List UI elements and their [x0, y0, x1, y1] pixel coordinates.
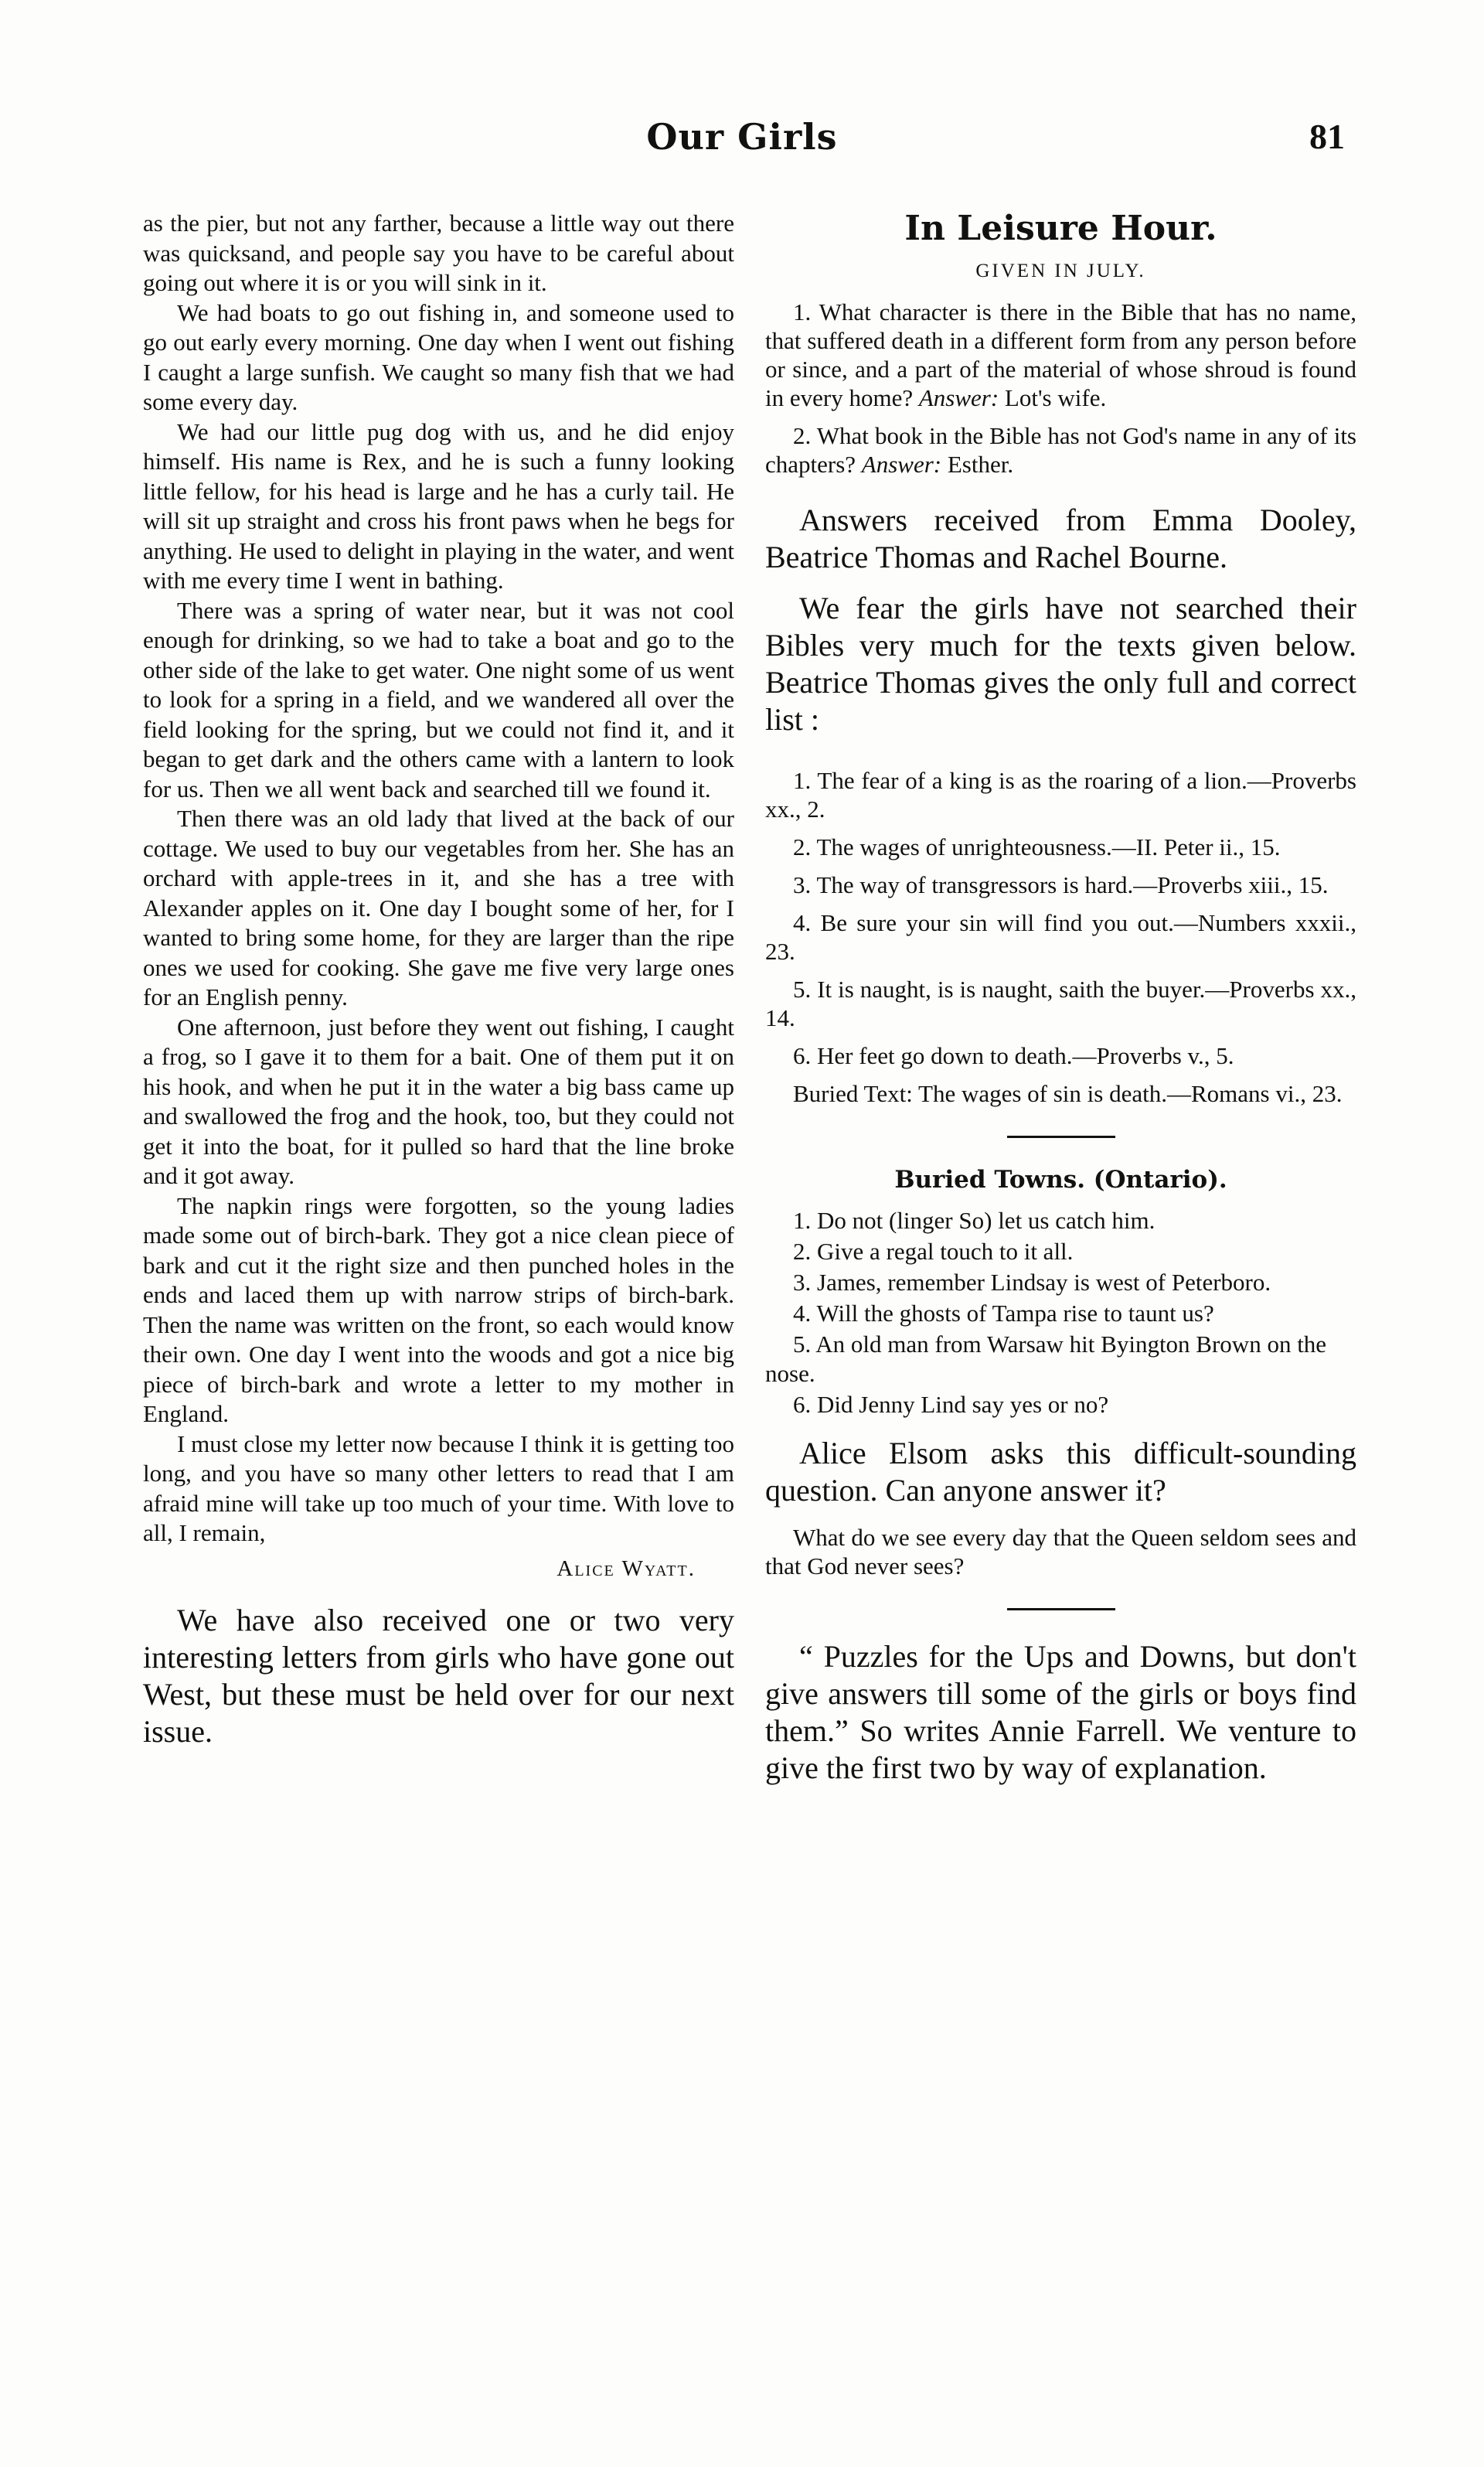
text-item: 6. Her feet go down to death.—Proverbs v., 5.: [793, 1042, 1234, 1069]
puzzles-note: “ Puzzles for the Ups and Downs, but don't give answers till some of the girls or boys find them.” So writes Annie Farrell. We venture to give the first two by way of explanation.: [765, 1639, 1356, 1785]
text-item: 2. The wages of unrighteousness.—II. Peter ii., 15.: [793, 833, 1281, 860]
buried-town-item: 1. Do not (linger So) let us catch him.: [793, 1207, 1156, 1234]
section-subtitle: GIVEN IN JULY.: [975, 261, 1146, 281]
letter-paragraph: The napkin rings were forgotten, so the young ladies made some out of birch-bark. They got a nice clean piece of bark and cut it the right size and then punched holes in the ends and laced them up with narrow strips of birch-bark. Then the name was written on the front, so each would know their own. One day I went into the woods and got a nice big piece of birch-bark and wrote a letter to my mother in England.: [143, 1191, 734, 1427]
section-divider: [1007, 1608, 1115, 1610]
question-item: [765, 298, 1356, 412]
buried-towns-title: Buried Towns. (Ontario).: [894, 1166, 1227, 1194]
section-title: In Leisure Hour.: [904, 209, 1217, 248]
running-title: Our Girls: [646, 116, 838, 158]
text-item: 4. Be sure your sin will find you out.—Numbers xxxii., 23.: [765, 909, 1356, 965]
answer-label: Answer:: [918, 384, 999, 411]
letter-paragraph: Then there was an old lady that lived at the back of our cottage. We used to buy our vegetables from her. She has an orchard with apple-trees in it, and she has a tree with Alexander apples on it. One day I bought some of her, for I wanted to bring some home, for they are larger than the ripe ones we used for cooking. She gave me five very large ones for an English penny.: [143, 805, 734, 1010]
letter-paragraph: I must close my letter now because I think it is getting too long, and you have so many other letters to read that I am afraid mine will take up too much of your time. With love to all, I remain,: [143, 1429, 734, 1546]
answer-label: Answer:: [861, 451, 942, 478]
buried-town-item: 2. Give a regal touch to it all.: [793, 1238, 1074, 1265]
buried-town-item: 5. An old man from Warsaw hit Byington Brown on the nose.: [765, 1331, 1327, 1387]
riddle: What do we see every day that the Queen seldom sees and that God never sees?: [765, 1524, 1356, 1579]
answers-received: Answers received from Emma Dooley, Beatrice Thomas and Rachel Bourne.: [765, 503, 1356, 574]
letter-paragraph: We had our little pug dog with us, and he did enjoy himself. His name is Rex, and he is such a funny looking little fellow, for his head is large and he has a curly tail. He will sit up straight and cross his front paws when he begs for anything. He used to delight in playing in the water, and went with me every time I went in bathing.: [143, 417, 734, 594]
buried-town-item: 4. Will the ghosts of Tampa rise to taunt us?: [793, 1300, 1214, 1327]
letter-paragraph: There was a spring of water near, but it was not cool enough for drinking, so we had to take a boat and go to the other side of the lake to get water. One night some of us went to look for a spring in a field, and we wandered all over the field looking for the spring, but we could not find it, and it began to get dark and the others came with a lantern to look for us. Then we all went back and searched till we found it.: [143, 596, 734, 802]
buried-text: Buried Text: The wages of sin is death.—Romans vi., 23.: [793, 1080, 1343, 1107]
alice-note: Alice Elsom asks this difficult-sounding question. Can anyone answer it?: [765, 1436, 1356, 1508]
letter-signature: Alice Wyatt.: [556, 1556, 696, 1581]
right-column: [765, 209, 1356, 1787]
answer-text: Lot's wife.: [1004, 384, 1107, 411]
answer-text: Esther.: [947, 451, 1014, 478]
letter-paragraph: as the pier, but not any farther, because a little way out there was quicksand, and people say you have to be careful about going out where it is or you will sink in it.: [143, 210, 734, 296]
fear-note: We fear the girls have not searched their Bibles very much for the texts given below. Beatrice Thomas gives the only full and correct list :: [765, 591, 1356, 737]
question-item: [765, 421, 1356, 479]
question-text: 1. What character is there in the Bible that has no name, that suffered death in a different form from any person before or since, and a part of the material of whose shroud is found in every home?: [765, 298, 1356, 411]
left-column: [143, 209, 734, 1750]
section-divider: [1007, 1136, 1115, 1138]
question-text: 2. What book in the Bible has not God's name in any of its chapters?: [765, 422, 1356, 478]
buried-town-item: 6. Did Jenny Lind say yes or no?: [793, 1391, 1109, 1418]
buried-town-item: 3. James, remember Lindsay is west of Peterboro.: [793, 1269, 1271, 1296]
text-item: 1. The fear of a king is as the roaring of a lion.—Proverbs xx., 2.: [765, 767, 1356, 823]
page-number: 81: [1309, 117, 1345, 156]
page-header: [0, 116, 1484, 178]
text-item: 5. It is naught, is is naught, saith the buyer.—Proverbs xx., 14.: [765, 976, 1356, 1031]
text-item: 3. The way of transgressors is hard.—Proverbs xiii., 15.: [793, 871, 1329, 898]
closing-note: We have also received one or two very interesting letters from girls who have gone out West, but these must be held over for our next issue.: [143, 1602, 734, 1749]
letter-paragraph: We had boats to go out fishing in, and someone used to go out early every morning. One day when I went out fishing I caught a large sunfish. We caught so many fish that we had some every day.: [143, 298, 734, 415]
letter-paragraph: One afternoon, just before they went out fishing, I caught a frog, so I gave it to them for a bait. One of them put it on his hook, and when he put it in the water a big bass came up and swallowed the frog and the hook, too, but they could not get it into the boat, for it pulled so hard that the line broke and it got away.: [143, 1013, 734, 1189]
